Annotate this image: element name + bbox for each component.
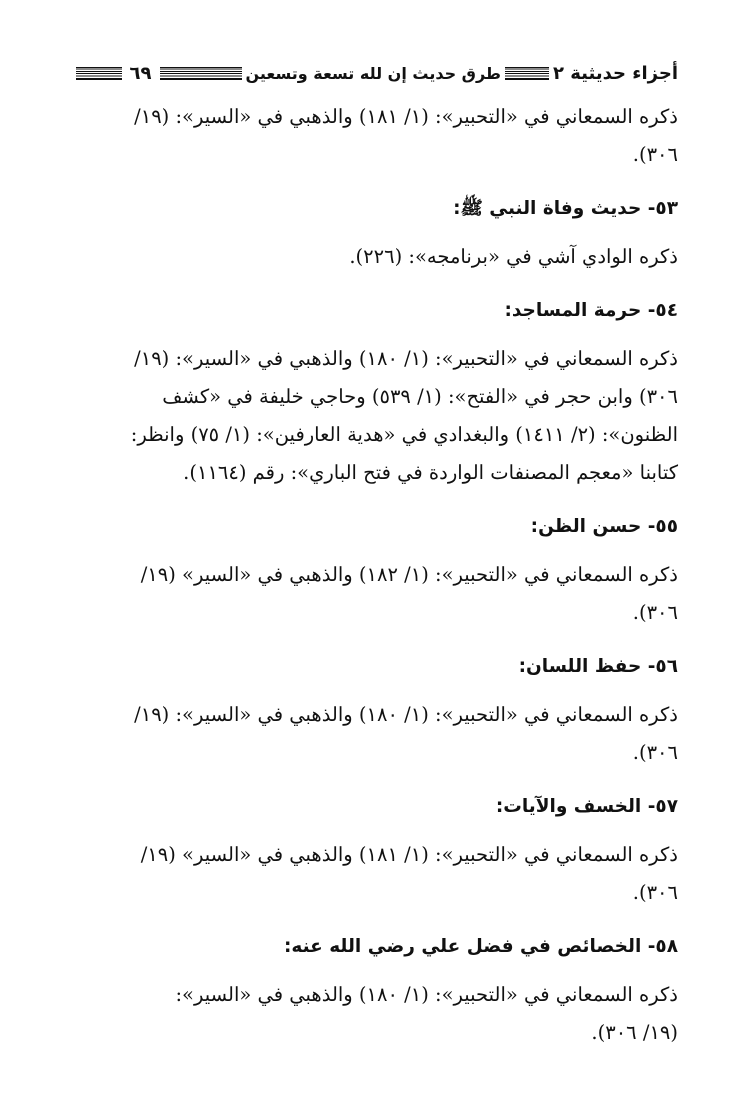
header-subtitle: طرق حديث إن لله تسعة وتسعين [245,63,501,83]
entry-54 [70,292,678,492]
text-line: (١٩/ ٣٠٦). [591,1021,678,1044]
running-header [72,56,678,90]
text-line: ٣٠٦). [632,881,678,904]
entry-57 [70,788,678,912]
text-line: ٣٠٦). [632,601,678,624]
page-body [70,98,678,1052]
text-line: ذكره الوادي آشي في «برنامجه»: (٢٢٦). [349,245,678,268]
header-rule-left [76,67,122,80]
text-line: ذكره السمعاني في «التحبير»: (١/ ١٨٠) والذهبي في «السير»: [175,983,678,1006]
text-line: كتابنا «معجم المصنفات الواردة في فتح الباري»: رقم (١١٦٤). [183,461,678,484]
text-line: الظنون»: (٢/ ١٤١١) والبغدادي في «هدية العارفين»: (١/ ٧٥) وانظر: [130,423,678,446]
text-line: ذكره السمعاني في «التحبير»: (١/ ١٨٠) والذهبي في «السير»: (١٩/ [134,703,678,726]
entry-heading: ٥٣- حديث وفاة النبي ﷺ: [453,198,678,219]
entry-52-continued [70,98,678,174]
entry-heading: ٥٤- حرمة المساجد: [504,300,678,321]
text-line: ذكره السمعاني في «التحبير»: (١/ ١٨٢) والذهبي في «السير» (١٩/ [140,563,678,586]
entry-55 [70,508,678,632]
text-line: ٣٠٦). [632,143,678,166]
book-title: أجزاء حديثية ٢ [553,62,678,84]
entry-56 [70,648,678,772]
text-line: ذكره السمعاني في «التحبير»: (١/ ١٨٠) والذهبي في «السير»: (١٩/ [134,347,678,370]
text-line: ذكره السمعاني في «التحبير»: (١/ ١٨١) والذهبي في «السير» (١٩/ [140,843,678,866]
page-number: ٦٩ [129,62,152,84]
text-line: ٣٠٦). [632,741,678,764]
entry-heading: ٥٦- حفظ اللسان: [518,656,678,677]
entry-53 [70,190,678,276]
header-rule-right [505,67,549,80]
header-rule-middle [160,67,242,80]
text-line: ذكره السمعاني في «التحبير»: (١/ ١٨١) والذهبي في «السير»: (١٩/ [134,105,678,128]
entry-58 [70,928,678,1052]
text-line: ٣٠٦) وابن حجر في «الفتح»: (١/ ٥٣٩) وحاجي خليفة في «كشف [162,385,678,408]
entry-heading: ٥٧- الخسف والآيات: [495,796,678,817]
entry-heading: ٥٨- الخصائص في فضل علي رضي الله عنه: [283,936,678,957]
entry-heading: ٥٥- حسن الظن: [530,516,678,537]
